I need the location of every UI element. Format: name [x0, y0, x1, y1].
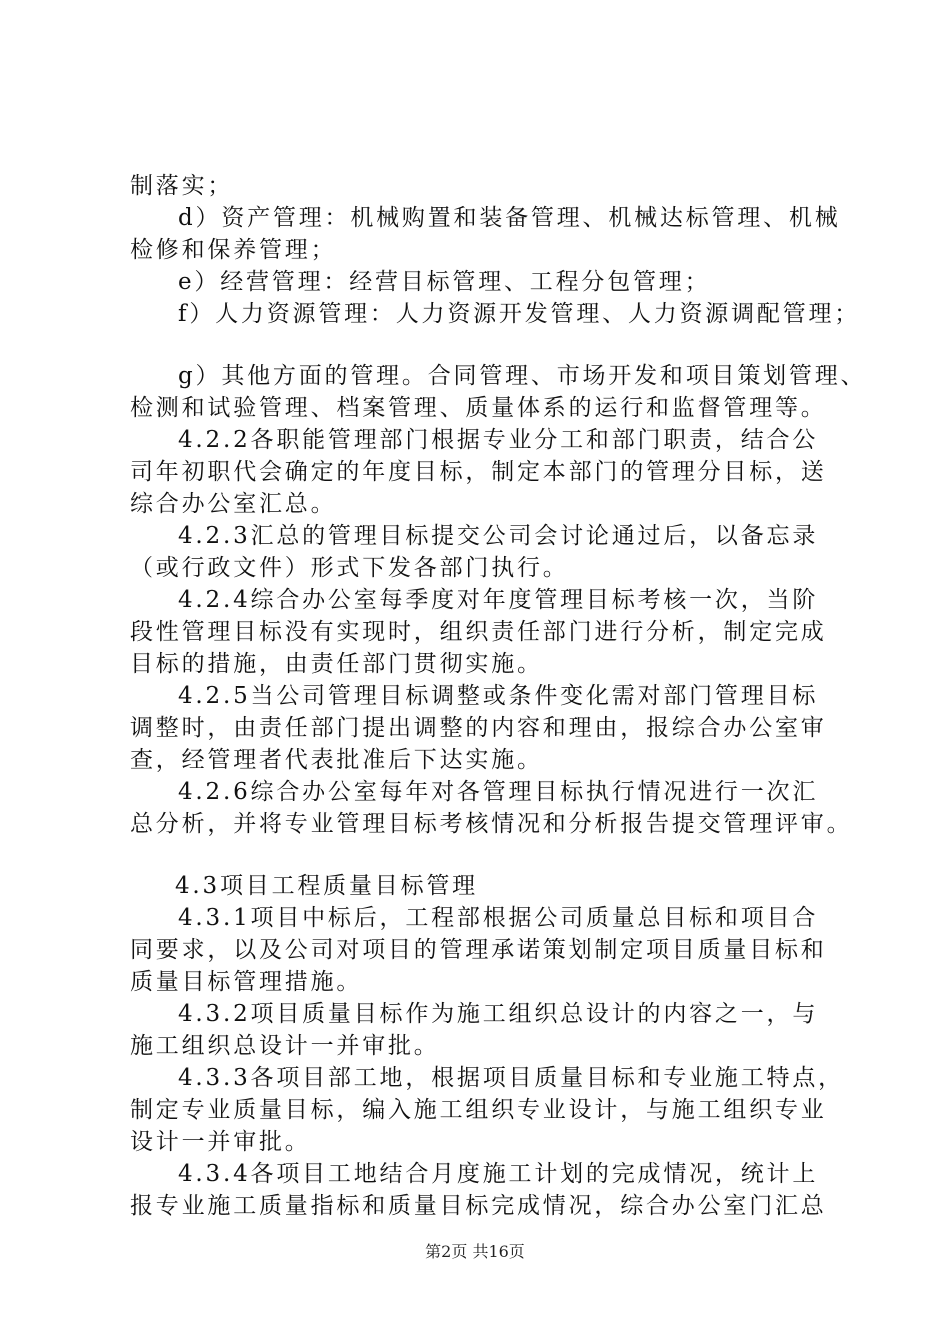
text-line: 报专业施工质量指标和质量目标完成情况，综合办公室门汇总 [130, 1193, 827, 1219]
text-line: f）人力资源管理：人力资源开发管理、人力资源调配管理； [178, 301, 861, 327]
paragraph-gap [130, 840, 840, 870]
document-body [130, 170, 867, 1222]
text-line: 制落实； [130, 173, 234, 199]
section-heading: 4.3项目工程质量目标管理 [175, 873, 478, 899]
text-line: g）其他方面的管理。合同管理、市场开发和项目策划管理、 [178, 363, 867, 389]
text-line: 4.2.5当公司管理目标调整或条件变化需对部门管理目标 [178, 683, 819, 709]
text-line: （或行政文件）形式下发各部门执行。 [130, 555, 569, 581]
text-line: 质量目标管理措施。 [130, 969, 363, 995]
text-line: 调整时，由责任部门提出调整的内容和理由，报综合办公室审 [130, 715, 827, 741]
text-line: 检修和保养管理； [130, 237, 337, 263]
text-line: 综合办公室汇总。 [130, 491, 337, 517]
text-line: 4.2.2各职能管理部门根据专业分工和部门职责，结合公 [178, 427, 819, 453]
text-line: 4.3.1项目中标后，工程部根据公司质量总目标和项目合 [178, 905, 819, 931]
page-number-footer: 第2页 共16页 [425, 1242, 525, 1261]
text-line: 4.2.3汇总的管理目标提交公司会讨论通过后，以备忘录 [178, 523, 819, 549]
text-line: 查，经管理者代表批准后下达实施。 [130, 747, 543, 773]
text-line: 施工组织总设计一并审批。 [130, 1033, 440, 1059]
text-line: d）资产管理：机械购置和装备管理、机械达标管理、机械 [178, 205, 841, 231]
text-line: 段性管理目标没有实现时，组织责任部门进行分析，制定完成 [130, 619, 827, 645]
text-line: 4.2.6综合办公室每年对各管理目标执行情况进行一次汇 [178, 779, 819, 805]
text-line: 4.3.3各项目部工地，根据项目质量目标和专业施工特点， [178, 1065, 844, 1091]
text-line: 设计一并审批。 [130, 1129, 311, 1155]
paragraph-gap [130, 330, 840, 360]
text-line: 检测和试验管理、档案管理、质量体系的运行和监督管理等。 [130, 395, 827, 421]
text-line: 目标的措施，由责任部门贯彻实施。 [130, 651, 543, 677]
text-line: 制定专业质量目标，编入施工组织专业设计，与施工组织专业 [130, 1097, 827, 1123]
text-line: 总分析，并将专业管理目标考核情况和分析报告提交管理评审。 [130, 811, 853, 837]
text-line: 4.3.4各项目工地结合月度施工计划的完成情况，统计上 [178, 1161, 819, 1187]
text-line: 同要求，以及公司对项目的管理承诺策划制定项目质量目标和 [130, 937, 827, 963]
text-line: e）经营管理：经营目标管理、工程分包管理； [178, 269, 711, 295]
text-line: 4.2.4综合办公室每季度对年度管理目标考核一次，当阶 [178, 587, 819, 613]
text-line: 司年初职代会确定的年度目标，制定本部门的管理分目标，送 [130, 459, 827, 485]
text-line: 4.3.2项目质量目标作为施工组织总设计的内容之一，与 [178, 1001, 819, 1027]
